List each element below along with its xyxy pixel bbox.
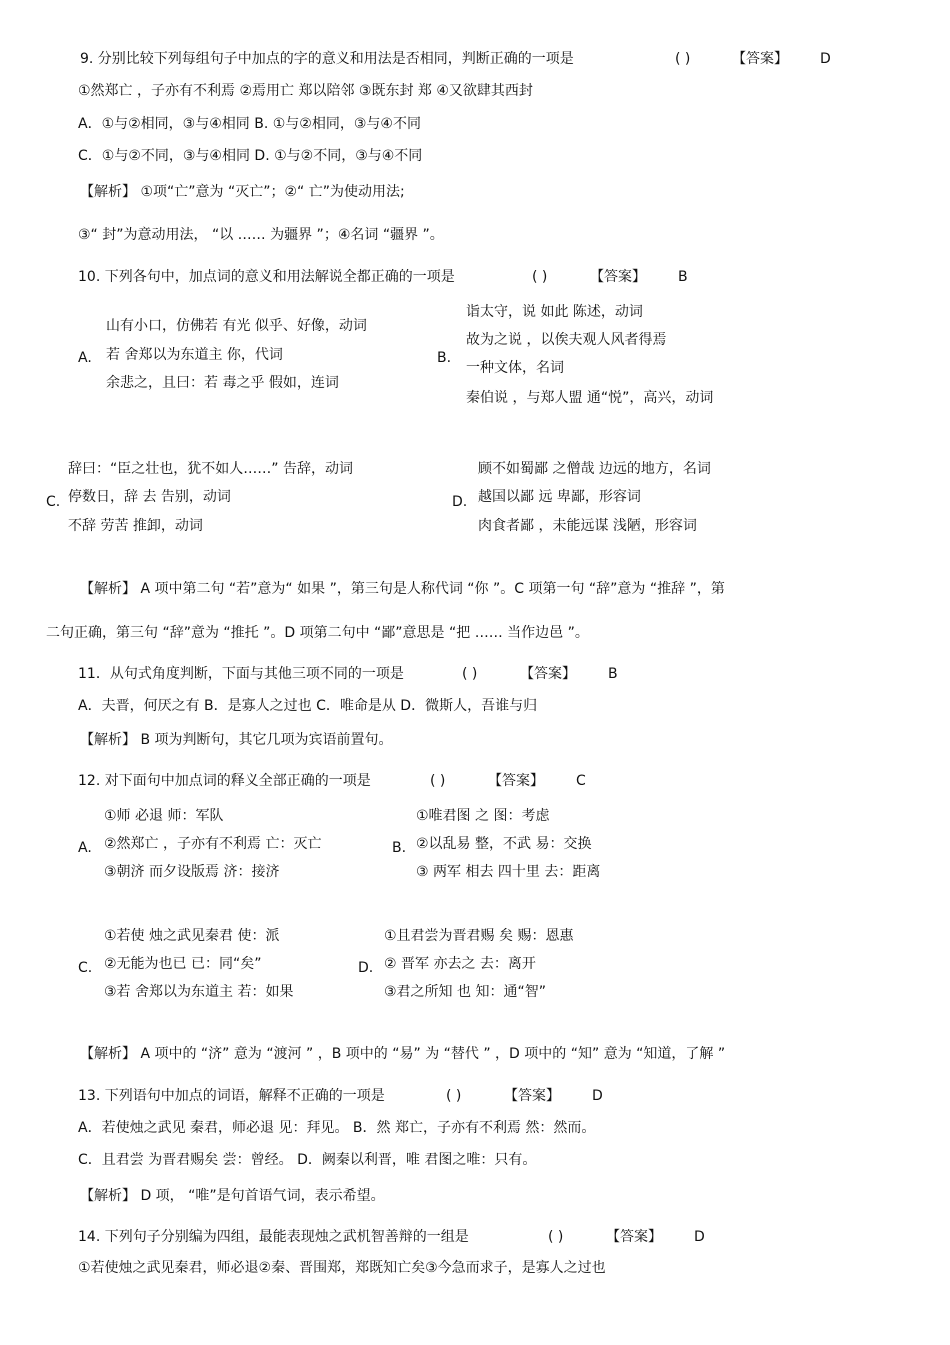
q9-examples: ①然郑亡 ，子亦有不利焉 ②焉用亡 郑以陪邻 ③既东封 郑 ④又欲肆其西封 [78, 83, 533, 99]
q14-answer-value: D [694, 1229, 705, 1245]
q10-option-b-label: B. [437, 350, 452, 366]
q13-option-line-2: C．且君尝 为晋君赐矣 尝：曾经。 D．阙秦以利晋，唯 君图之唯：只有。 [78, 1152, 537, 1168]
q10-option-c-line-2: 停数日，辞 去 告别，动词 [68, 489, 231, 505]
q10-paren: ( ) [532, 269, 548, 285]
q12-stem: 12. 对下面句中加点词的释义全部正确的一项是 [78, 773, 371, 789]
q9-answer-value: D [820, 51, 831, 67]
q11-stem: 11．从句式角度判断，下面与其他三项不同的一项是 [78, 666, 404, 682]
q11-analysis: 【解析】 B 项为判断句，其它几项为宾语前置句。 [80, 732, 393, 748]
q12-option-b-line-3: ③ 两军 相去 四十里 去：距离 [416, 864, 601, 880]
q13-paren: ( ) [446, 1088, 462, 1104]
q9-paren: ( ) [675, 51, 691, 67]
q12-option-b-line-1: ①唯君图 之 图：考虑 [416, 808, 550, 824]
q9-stem [80, 49, 574, 69]
q10-option-b-line-2: 故为之说 ，以俟夫观人风者得焉 [466, 332, 667, 348]
q10-analysis-2: 二句正确，第三句 “辞”意为 “推托 ”。D 项第二句中 “鄙”意思是 “把 …… 当作边邑 ”。 [46, 625, 589, 641]
q12-option-d-label: D. [358, 960, 374, 976]
q10-option-d-label: D. [452, 494, 468, 510]
q10-option-c-label: C. [46, 494, 61, 510]
q12-option-d-line-1: ①且君尝为晋君赐 矣 赐：恩惠 [384, 928, 574, 944]
q12-option-d-line-2: ② 晋军 亦去之 去：离开 [384, 956, 536, 972]
q12-option-b-label: B. [392, 840, 407, 856]
q10-stem: 10. 下列各句中，加点词的意义和用法解说全都正确的一项是 [78, 269, 455, 285]
q12-option-a-line-2: ②然郑亡 ，子亦有不利焉 亡：灭亡 [104, 836, 322, 852]
q12-answer: 【答案】 C [488, 773, 586, 789]
q9-analysis-2: ③“ 封”为意动用法， “以 …… 为疆界 ”；④名词 “疆界 ”。 [78, 227, 444, 243]
q13-analysis: 【解析】 D 项， “唯”是句首语气词，表示希望。 [80, 1188, 385, 1204]
q12-option-a-label: A. [78, 840, 92, 856]
q11-options: A．夫晋，何厌之有 B．是寡人之过也 C．唯命是从 D．微斯人，吾谁与归 [78, 698, 538, 714]
q14-paren: ( ) [548, 1229, 564, 1245]
q11-answer-value: B [608, 666, 618, 682]
q10-option-a-label: A. [78, 350, 92, 366]
q12-option-d-line-3: ③君之所知 也 知：通“智” [384, 984, 546, 1000]
q12-option-a-line-1: ①师 必退 师：军队 [104, 808, 224, 824]
q12-option-b-line-2: ②以乱易 整，不武 易：交换 [416, 836, 592, 852]
q10-option-c-line-1: 辞曰：“臣之壮也，犹不如人……” 告辞，动词 [68, 461, 353, 477]
q14-stem: 14. 下列句子分别编为四组，最能表现烛之武机智善辩的一组是 [78, 1229, 469, 1245]
q10-option-b-line-4: 秦伯说 ，与郑人盟 通“悦”，高兴，动词 [466, 390, 714, 406]
q10-answer: 【答案】 B [590, 269, 688, 285]
q10-option-c-line-3: 不辞 劳苦 推卸，动词 [68, 518, 203, 534]
q12-option-a-line-3: ③朝济 而夕设版焉 济：接济 [104, 864, 280, 880]
q10-option-a-line-2: 若 舍郑以为东道主 你，代词 [106, 347, 283, 363]
q12-analysis: 【解析】 A 项中的 “济” 意为 “渡河 ” ，B 项中的 “易” 为 “替代 ” ，D 项中的 “知” 意为 “知道，了解 ” [80, 1046, 726, 1062]
q12-answer-value: C [576, 773, 586, 789]
q13-stem: 13. 下列语句中加点的词语，解释不正确的一项是 [78, 1088, 385, 1104]
q12-option-c-label: C. [78, 960, 93, 976]
q10-option-b-line-3: 一种文体，名词 [466, 360, 564, 376]
q9-option-line-1: A．①与②相同，③与④相同 B. ①与②相同，③与④不同 [78, 116, 421, 132]
q11-paren: ( ) [462, 666, 478, 682]
q10-option-a-line-1: 山有小口，仿佛若 有光 似乎、好像，动词 [106, 318, 367, 334]
q9-stem-text: 9. 分别比较下列每组句子中加点的字的意义和用法是否相同，判断正确的一项是 [80, 51, 574, 67]
q12-option-c-line-1: ①若使 烛之武见秦君 使：派 [104, 928, 280, 944]
q13-answer-value: D [592, 1088, 603, 1104]
q9-option-line-2: C．①与②不同，③与④相同 D. ①与②不同，③与④不同 [78, 148, 423, 164]
q11-answer: 【答案】 B [520, 666, 618, 682]
q12-paren: ( ) [430, 773, 446, 789]
q14-answer: 【答案】 D [606, 1229, 705, 1245]
q10-option-d-line-1: 顾不如蜀鄙 之僧哉 边远的地方，名词 [478, 461, 711, 477]
q13-option-line-1: A．若使烛之武见 秦君，师必退 见：拜见。 B．然 郑亡，子亦有不利焉 然：然而。 [78, 1120, 596, 1136]
q13-answer: 【答案】 D [504, 1088, 603, 1104]
q10-analysis-1: 【解析】 A 项中第二句 “若”意为“ 如果 ”，第三句是人称代词 “你 ”。C 项第一句 “辞”意为 “推辞 ”，第 [80, 581, 725, 597]
q12-option-c-line-3: ③若 舍郑以为东道主 若：如果 [104, 984, 294, 1000]
q9-answer: 【答案】 D [732, 51, 831, 67]
q10-option-b-line-1: 诣太守，说 如此 陈述，动词 [466, 304, 643, 320]
q10-option-a-line-3: 余悲之，且曰：若 毒之乎 假如，连词 [106, 375, 339, 391]
q10-option-d-line-2: 越国以鄙 远 卑鄙，形容词 [478, 489, 641, 505]
q12-option-c-line-2: ②无能为也已 已：同“矣” [104, 956, 262, 972]
q10-option-d-line-3: 肉食者鄙 ，未能远谋 浅陋，形容词 [478, 518, 697, 534]
q10-answer-value: B [678, 269, 688, 285]
q14-examples: ①若使烛之武见秦君，师必退②秦、晋围郑，郑既知亡矣③今急而求子，是寡人之过也 [78, 1260, 606, 1276]
q9-analysis-1: 【解析】 ①项“亡”意为 “灭亡”；②“ 亡”为使动用法; [80, 184, 405, 200]
